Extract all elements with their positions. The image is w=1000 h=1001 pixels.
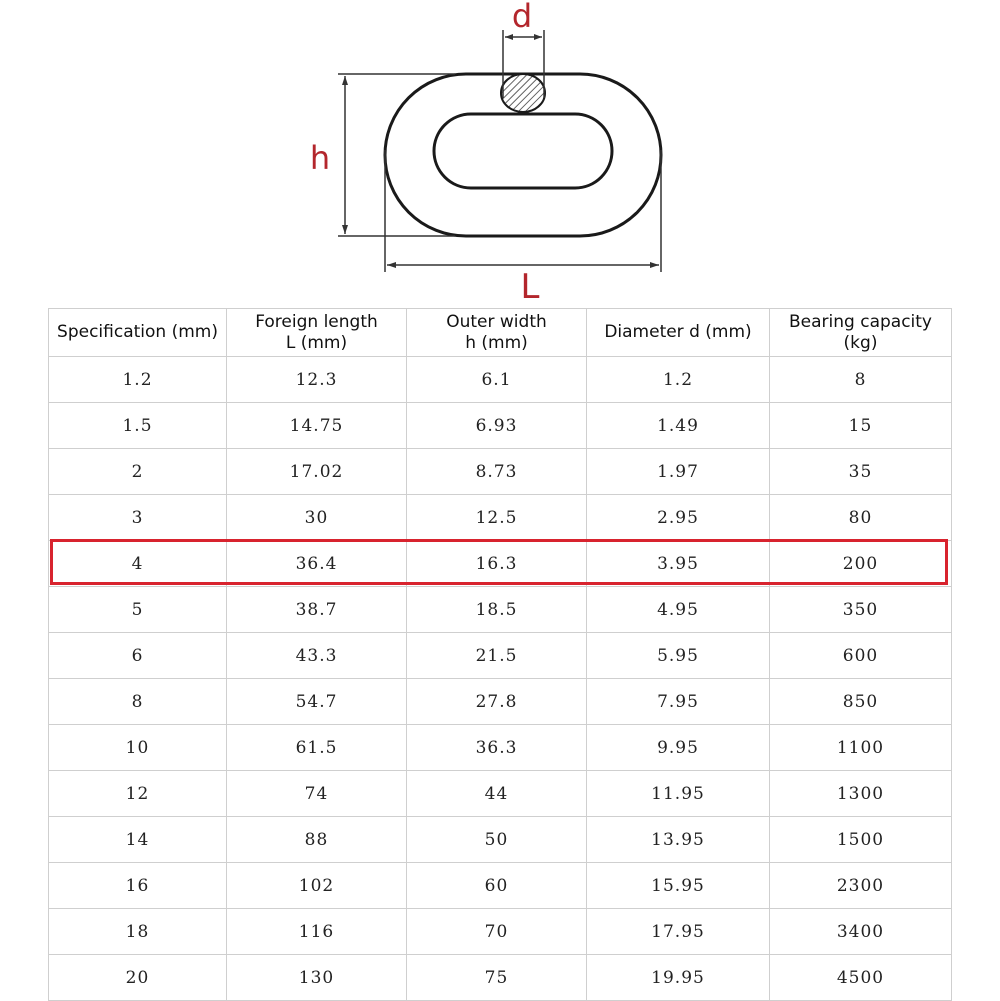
cell-bearing-capacity: 350 <box>770 587 952 633</box>
cell-diameter: 1.2 <box>587 357 770 403</box>
cell-bearing-capacity: 80 <box>770 495 952 541</box>
header-foreign-length-line2: L (mm) <box>285 332 348 353</box>
label-L: L <box>520 267 540 305</box>
cell-diameter: 15.95 <box>587 863 770 909</box>
table-row-highlighted <box>49 541 952 587</box>
header-outer-width <box>407 309 587 357</box>
header-outer-width-line1: Outer width <box>446 311 547 332</box>
table-row <box>49 725 952 771</box>
link-inner-outline <box>434 114 612 188</box>
cell-specification: 16 <box>49 863 227 909</box>
cell-specification: 1.2 <box>49 357 227 403</box>
cell-outer-width: 6.93 <box>407 403 587 449</box>
cell-diameter: 1.49 <box>587 403 770 449</box>
cell-outer-width: 6.1 <box>407 357 587 403</box>
cell-foreign-length: 74 <box>227 771 407 817</box>
table-row <box>49 403 952 449</box>
cell-diameter: 13.95 <box>587 817 770 863</box>
cell-diameter: 7.95 <box>587 679 770 725</box>
table-row <box>49 633 952 679</box>
cell-foreign-length: 88 <box>227 817 407 863</box>
header-bearing-capacity <box>770 309 952 357</box>
cell-foreign-length: 43.3 <box>227 633 407 679</box>
cell-foreign-length: 17.02 <box>227 449 407 495</box>
cell-outer-width: 12.5 <box>407 495 587 541</box>
cell-outer-width: 16.3 <box>407 541 587 587</box>
cell-outer-width: 18.5 <box>407 587 587 633</box>
cell-bearing-capacity: 4500 <box>770 955 952 1001</box>
table-row <box>49 909 952 955</box>
length-dimension <box>385 150 661 272</box>
cell-foreign-length: 130 <box>227 955 407 1001</box>
cell-foreign-length: 116 <box>227 909 407 955</box>
cell-specification: 5 <box>49 587 227 633</box>
table-row <box>49 679 952 725</box>
cell-diameter: 3.95 <box>587 541 770 587</box>
cell-bearing-capacity: 1100 <box>770 725 952 771</box>
table-row <box>49 449 952 495</box>
table-row <box>49 587 952 633</box>
header-diameter <box>587 309 770 357</box>
cell-foreign-length: 14.75 <box>227 403 407 449</box>
cell-specification: 1.5 <box>49 403 227 449</box>
cell-bearing-capacity: 850 <box>770 679 952 725</box>
cell-outer-width: 50 <box>407 817 587 863</box>
header-foreign-length-line1: Foreign length <box>255 311 378 332</box>
cell-outer-width: 36.3 <box>407 725 587 771</box>
table-row <box>49 495 952 541</box>
cell-foreign-length: 12.3 <box>227 357 407 403</box>
header-specification <box>49 309 227 357</box>
cell-bearing-capacity: 200 <box>770 541 952 587</box>
cell-diameter: 9.95 <box>587 725 770 771</box>
cell-specification: 4 <box>49 541 227 587</box>
cell-diameter: 2.95 <box>587 495 770 541</box>
cell-specification: 12 <box>49 771 227 817</box>
cell-bearing-capacity: 1500 <box>770 817 952 863</box>
cell-diameter: 17.95 <box>587 909 770 955</box>
cell-diameter: 1.97 <box>587 449 770 495</box>
cell-foreign-length: 102 <box>227 863 407 909</box>
cell-specification: 3 <box>49 495 227 541</box>
cell-outer-width: 44 <box>407 771 587 817</box>
cell-specification: 20 <box>49 955 227 1001</box>
cell-diameter: 11.95 <box>587 771 770 817</box>
cell-foreign-length: 61.5 <box>227 725 407 771</box>
cell-outer-width: 8.73 <box>407 449 587 495</box>
header-specification-text: Specification (mm) <box>57 322 218 342</box>
cell-specification: 8 <box>49 679 227 725</box>
cell-foreign-length: 54.7 <box>227 679 407 725</box>
cell-bearing-capacity: 8 <box>770 357 952 403</box>
cell-bearing-capacity: 600 <box>770 633 952 679</box>
table-row <box>49 357 952 403</box>
table-header-row <box>49 309 952 357</box>
cell-specification: 6 <box>49 633 227 679</box>
cell-diameter: 5.95 <box>587 633 770 679</box>
cell-bearing-capacity: 35 <box>770 449 952 495</box>
cell-outer-width: 21.5 <box>407 633 587 679</box>
cell-foreign-length: 38.7 <box>227 587 407 633</box>
table-row <box>49 771 952 817</box>
cell-outer-width: 27.8 <box>407 679 587 725</box>
height-dimension <box>338 74 455 236</box>
label-d: d <box>511 0 533 35</box>
cell-bearing-capacity: 15 <box>770 403 952 449</box>
cell-specification: 2 <box>49 449 227 495</box>
table-row <box>49 863 952 909</box>
cell-outer-width: 70 <box>407 909 587 955</box>
label-h: h <box>309 139 331 177</box>
cell-foreign-length: 36.4 <box>227 541 407 587</box>
cell-specification: 14 <box>49 817 227 863</box>
header-outer-width-line2: h (mm) <box>465 332 528 353</box>
table-row <box>49 955 952 1001</box>
header-bearing-capacity-text: Bearing capacity (kg) <box>789 311 932 353</box>
cell-specification: 18 <box>49 909 227 955</box>
cell-specification: 10 <box>49 725 227 771</box>
table-row <box>49 817 952 863</box>
cell-outer-width: 75 <box>407 955 587 1001</box>
chain-link-diagram <box>0 0 1000 305</box>
cell-bearing-capacity: 2300 <box>770 863 952 909</box>
cell-foreign-length: 30 <box>227 495 407 541</box>
specification-table <box>48 308 952 1001</box>
wire-cross-section <box>501 74 545 112</box>
cell-bearing-capacity: 3400 <box>770 909 952 955</box>
cell-diameter: 4.95 <box>587 587 770 633</box>
cell-outer-width: 60 <box>407 863 587 909</box>
header-foreign-length <box>227 309 407 357</box>
cell-diameter: 19.95 <box>587 955 770 1001</box>
header-diameter-text: Diameter d (mm) <box>604 322 752 342</box>
cell-bearing-capacity: 1300 <box>770 771 952 817</box>
